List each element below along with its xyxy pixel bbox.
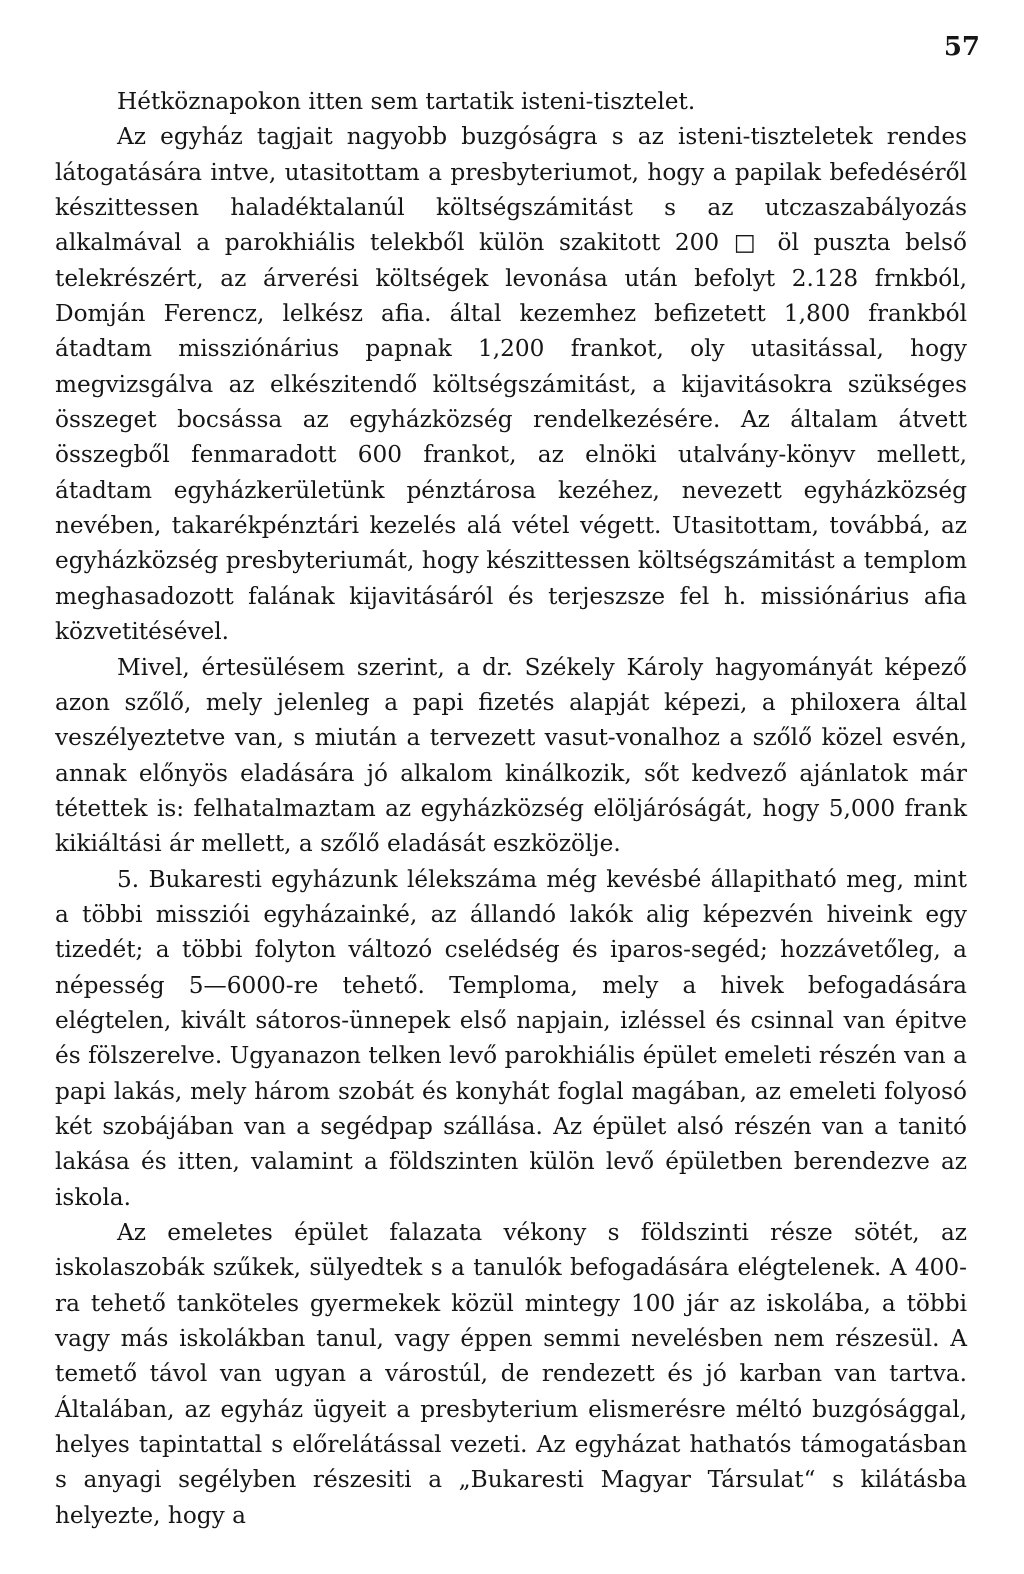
- paragraph-vineyard-sale: Mivel, értesülésem szerint, a dr. Székely Károly hagyományát képező azon szőlő, mely jelenleg a papi fizetés alapját képezi, a philoxera által veszélyeztetve van, s miután a tervezett vasut-vonalhoz a szőlő közel esvén, annak előnyös eladására jó alkalom kinálkozik, sőt kedvező ajánlatok már tétettek is: felhatalmaztam az egyházközség elöljáróságát, hogy 5,000 frank kikiáltási ár mellett, a szőlő eladását eszközölje.: [55, 653, 967, 858]
- body-text: [55, 84, 967, 1533]
- paragraph-weekday-services: Hétköznapokon itten sem tartatik isteni-tisztelet.: [117, 88, 696, 115]
- paragraph-school-building: Az emeletes épület falazata vékony s földszinti része sötét, az iskolaszobák szűkek, sülyedtek s a tanulók befogadására elégtelenek. A 400-ra tehető tanköteles gyermekek közül mintegy 100 jár az iskolába, a többi vagy más iskolákban tanul, vagy éppen semmi nevelésben nem részesül. A temető távol van ugyan a várostúl, de rendezett és jó karban van tartva. Általában, az egyház ügyeit a presbyterium elismerésre méltó buzgósággal, helyes tapintattal s előrelátással vezeti. Az egyházat hathatós támogatásban s anyagi segélyben részesiti a „Bukaresti Magyar Társulat“ s kilátásba helyezte, hogy a: [55, 1219, 967, 1529]
- paragraph-bucharest-congregation: 5. Bukaresti egyházunk lélekszáma még kevésbé állapitható meg, mint a többi missziói egyházainké, az állandó lakók alig képezvén hiveink egy tizedét; a többi folyton változó cselédség és iparos-segéd; hozzávetőleg, a népesség 5—6000-re tehető. Temploma, mely a hivek befogadására elégtelen, kivált sátoros-ünnepek első napjain, izléssel és csinnal van épitve és fölszerelve. Ugyanazon telken levő parokhiális épület emeleti részén van a papi lakás, mely három szobát és konyhát foglal magában, az emeleti folyosó két szobájában van a segédpap szállása. Az épület alsó részén van a tanitó lakása és itten, valamint a földszinten külön levő épületben berendezve az iskola.: [55, 865, 967, 1211]
- paragraph-presbytery-instructions: Az egyház tagjait nagyobb buzgóságra s az isteni-tiszteletek rendes látogatására intve, utasitottam a presbyteriumot, hogy a papilak befedéséről készittessen haladéktalanúl költségszámitást s az utczaszabályozás alkalmával a parokhiális telekből külön szakitott 200 □ öl puszta belső telekrészért, az árverési költségek levonása után befolyt 2.128 frnkból, Domján Ferencz, lelkész afia. által kezemhez befizetett 1,800 frankból átadtam missziónárius papnak 1,200 frankot, oly utasitással, hogy megvizsgálva az elkészitendő költségszámitást, a kijavitásokra szükséges összeget bocsássa az egyházközség rendelkezésére. Az általam átvett összegből fenmaradott 600 frankot, az elnöki utalvány-könyv mellett, átadtam egyházkerületünk pénztárosa kezéhez, nevezett egyházközség nevében, takarékpénztári kezelés alá vétel végett. Utasitottam, továbbá, az egyházközség presbyteriumát, hogy készittessen költségszámitást a templom meghasadozott falának kijavitásáról és terjeszsze fel h. missiónárius afia közvetitésével.: [55, 123, 967, 646]
- page-number: 57: [943, 32, 980, 62]
